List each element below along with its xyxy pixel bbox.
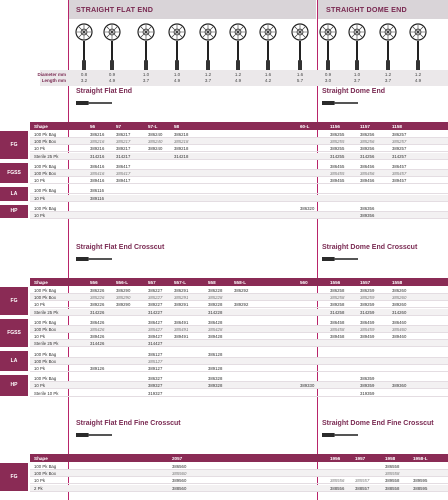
flat-diameter-value: 1.6 bbox=[296, 72, 304, 77]
part-number: 314258 bbox=[330, 309, 345, 315]
package-label: 100 Pk Bag bbox=[34, 376, 57, 382]
package-label: Sterile 25 Pk bbox=[34, 153, 59, 159]
table-row bbox=[30, 301, 448, 308]
part-number: 386560 bbox=[172, 464, 187, 469]
package-label: Sterile 10 Pk bbox=[34, 390, 59, 396]
part-number: 385228 bbox=[208, 295, 223, 301]
part-number: 385217 bbox=[116, 139, 131, 145]
group-label: LA bbox=[0, 187, 28, 200]
table-row bbox=[30, 470, 448, 477]
flat-bur-icon-4 bbox=[166, 20, 188, 76]
package-label: 2 Pk bbox=[34, 485, 43, 491]
part-number: 386228 bbox=[208, 288, 223, 293]
part-number: 389427 bbox=[148, 334, 163, 340]
package-label: Sterile 25 Pk bbox=[34, 309, 59, 315]
table-row bbox=[30, 187, 448, 194]
part-number: 389426 bbox=[90, 334, 105, 340]
part-number: 386359 bbox=[360, 376, 375, 382]
part-number: 386256 bbox=[360, 132, 375, 137]
table-row bbox=[30, 351, 448, 358]
part-number: 386218 bbox=[174, 132, 189, 137]
dome-end-title: STRAIGHT DOME END bbox=[326, 5, 407, 14]
package-label: 10 Pk bbox=[34, 213, 45, 218]
part-number: 385127 bbox=[148, 358, 163, 364]
part-number: 389226 bbox=[90, 302, 105, 308]
part-number: 386116 bbox=[90, 188, 105, 194]
flat-section-title: Straight Flat End Fine Crosscut bbox=[76, 420, 181, 427]
part-number: 386459 bbox=[360, 319, 375, 325]
part-number: 386427 bbox=[148, 319, 163, 325]
table-row bbox=[30, 333, 448, 340]
part-number: 386292 bbox=[234, 288, 249, 293]
part-number: 385226 bbox=[90, 295, 105, 301]
part-number: 389330 bbox=[300, 383, 315, 389]
part-number: 386416 bbox=[90, 163, 105, 169]
bur-side-view-icon bbox=[76, 430, 112, 440]
package-label: 100 Pk Box bbox=[34, 358, 56, 364]
table-row bbox=[30, 463, 448, 470]
shape-number-header: 558 bbox=[208, 279, 216, 285]
part-number: 389257 bbox=[392, 146, 407, 152]
part-number: 388557 bbox=[355, 485, 370, 491]
part-number: 386455 bbox=[330, 163, 345, 169]
shape-header: Shape bbox=[34, 455, 48, 461]
part-number: 386226 bbox=[90, 288, 105, 293]
table-row bbox=[30, 131, 448, 138]
part-number: 385556 bbox=[330, 478, 345, 484]
dome-length-value: 3.0 bbox=[324, 78, 332, 83]
table-row bbox=[30, 170, 448, 177]
bur-side-view-icon bbox=[76, 98, 112, 108]
table-row bbox=[30, 477, 448, 484]
table-row bbox=[30, 319, 448, 326]
part-number: 386128 bbox=[208, 351, 223, 357]
part-number: 389595 bbox=[413, 478, 428, 484]
part-number: 385455 bbox=[330, 171, 345, 176]
shape-number-header: 57-L bbox=[148, 123, 158, 129]
shape-number-header: 556-L bbox=[116, 279, 129, 285]
package-label: 10 Pk bbox=[34, 334, 45, 340]
package-label: 100 Pk Bag bbox=[34, 205, 57, 211]
shape-number-header: 556 bbox=[90, 279, 98, 285]
shape-number-header: 560 bbox=[300, 279, 308, 285]
part-number: 389260 bbox=[392, 302, 407, 308]
group-label: HP bbox=[0, 375, 28, 396]
part-number: 314259 bbox=[360, 309, 375, 315]
flat-length-value: 4.9 bbox=[108, 78, 116, 83]
table-row bbox=[30, 390, 448, 397]
table-row bbox=[30, 195, 448, 202]
part-number: 389356 bbox=[360, 213, 375, 218]
part-number: 389259 bbox=[360, 302, 375, 308]
flat-bur-icon-5 bbox=[197, 20, 219, 76]
part-number: 385259 bbox=[360, 295, 375, 301]
part-number: 389359 bbox=[360, 383, 375, 389]
flat-section-title: Straight Flat End Crosscut bbox=[76, 244, 165, 251]
part-number: 386328 bbox=[208, 376, 223, 382]
dome-end-header bbox=[318, 0, 448, 19]
package-label: 10 Pk bbox=[34, 146, 45, 152]
part-number: 389428 bbox=[208, 334, 223, 340]
package-label: 10 Pk bbox=[34, 478, 45, 484]
flat-bur-icon-7 bbox=[257, 20, 279, 76]
group-label: FG bbox=[0, 463, 28, 491]
part-number: 385458 bbox=[330, 327, 345, 332]
table-row bbox=[30, 205, 448, 212]
part-number: 386558 bbox=[385, 464, 400, 469]
package-label: Sterile 25 Pk bbox=[34, 341, 59, 347]
part-number: 314256 bbox=[360, 153, 375, 159]
diameter-label: Diameter mm bbox=[37, 72, 66, 77]
flat-length-value: 3.7 bbox=[142, 78, 150, 83]
dome-bur-icon-2 bbox=[346, 20, 368, 76]
part-number: 386257 bbox=[392, 132, 407, 137]
shape-number-header: 1158 bbox=[392, 123, 402, 129]
package-label: 100 Pk Bag bbox=[34, 464, 57, 469]
bur-side-view-icon bbox=[322, 430, 358, 440]
part-number: 385460 bbox=[392, 327, 407, 332]
flat-end-title: STRAIGHT FLAT END bbox=[76, 5, 154, 14]
dome-length-value: 3.7 bbox=[353, 78, 361, 83]
package-label: 100 Pk Bag bbox=[34, 351, 57, 357]
part-number: 386460 bbox=[392, 319, 407, 325]
part-number: 389126 bbox=[90, 366, 105, 371]
part-number: 388558 bbox=[385, 485, 400, 491]
package-label: 100 Pk Box bbox=[34, 171, 56, 176]
part-number: 389216 bbox=[90, 146, 105, 152]
part-number: 385428 bbox=[208, 327, 223, 332]
shape-number-header: 1958 bbox=[385, 455, 396, 461]
part-number: 389227 bbox=[148, 302, 163, 308]
part-number: 386291 bbox=[174, 288, 189, 293]
part-number: 385240 bbox=[148, 139, 163, 145]
table-row bbox=[30, 340, 448, 347]
shape-number-header: 57 bbox=[116, 123, 122, 129]
part-number: 389255 bbox=[330, 146, 345, 152]
part-number: 389258 bbox=[330, 302, 345, 308]
part-number: 386456 bbox=[360, 163, 375, 169]
dome-bur-icon-3 bbox=[377, 20, 399, 76]
part-number: 386240 bbox=[148, 132, 163, 137]
shape-number-header: 1957 bbox=[355, 455, 366, 461]
table-row bbox=[30, 309, 448, 316]
table-row bbox=[30, 138, 448, 145]
shape-number-header: 1556 bbox=[330, 279, 341, 285]
table-row bbox=[30, 294, 448, 301]
part-number: 314257 bbox=[392, 153, 407, 159]
shape-number-header: 557 bbox=[148, 279, 156, 285]
shape-header: Shape bbox=[34, 123, 48, 129]
part-number: 385457 bbox=[392, 171, 407, 176]
package-label: 100 Pk Bag bbox=[34, 288, 57, 293]
part-number: 314226 bbox=[90, 309, 105, 315]
shape-number-header: 1557 bbox=[360, 279, 371, 285]
table-row bbox=[30, 163, 448, 170]
part-number: 314227 bbox=[148, 309, 163, 315]
part-number: 386428 bbox=[208, 319, 223, 325]
table-header-row bbox=[30, 278, 448, 286]
shape-number-header: 58 bbox=[174, 123, 180, 129]
part-number: 388595 bbox=[413, 485, 428, 491]
part-number: 386356 bbox=[360, 205, 375, 211]
dome-bur-icon-1 bbox=[317, 20, 339, 76]
shape-number-header: 1157 bbox=[360, 123, 370, 129]
flat-length-value: 4.9 bbox=[234, 78, 242, 83]
part-number: 385216 bbox=[90, 139, 105, 145]
shape-number-header: 56 bbox=[90, 123, 96, 129]
part-number: 389256 bbox=[360, 146, 375, 152]
part-number: 385416 bbox=[90, 171, 105, 176]
part-number: 389217 bbox=[116, 146, 131, 152]
part-number: 389127 bbox=[148, 366, 163, 371]
table-row bbox=[30, 145, 448, 152]
part-number: 314217 bbox=[116, 153, 131, 159]
dome-section-title: Straight Dome End bbox=[322, 88, 386, 95]
part-number: 389460 bbox=[392, 334, 407, 340]
part-number: 385558 bbox=[385, 471, 400, 477]
flat-bur-icon-6 bbox=[227, 20, 249, 76]
table-row bbox=[30, 287, 448, 294]
length-label: Length mm bbox=[41, 78, 66, 83]
shape-number-header: 1156 bbox=[330, 123, 340, 129]
bur-side-view-icon bbox=[76, 254, 112, 264]
part-number: 314228 bbox=[208, 309, 223, 315]
flat-bur-icon-3 bbox=[135, 20, 157, 76]
part-number: 385557 bbox=[355, 478, 370, 484]
package-label: 100 Pk Box bbox=[34, 295, 56, 301]
bur-side-view-icon bbox=[322, 254, 358, 264]
package-label: 100 Pk Box bbox=[34, 139, 56, 145]
part-number: 389290 bbox=[116, 302, 131, 308]
part-number: 389327 bbox=[148, 383, 163, 389]
part-number: 386127 bbox=[148, 351, 163, 357]
part-number: 389292 bbox=[234, 302, 249, 308]
table-row bbox=[30, 382, 448, 389]
part-number: 386491 bbox=[174, 319, 189, 325]
bur-side-view-icon bbox=[322, 98, 358, 108]
part-number: 385260 bbox=[392, 295, 407, 301]
part-number: 389128 bbox=[208, 366, 223, 371]
flat-length-value: 5.7 bbox=[296, 78, 304, 83]
part-number: 385255 bbox=[330, 139, 345, 145]
part-number: 389457 bbox=[392, 178, 407, 184]
dome-length-value: 3.7 bbox=[384, 78, 392, 83]
part-number: 389291 bbox=[174, 302, 189, 308]
group-label: FGSS bbox=[0, 319, 28, 347]
part-number: 385290 bbox=[116, 295, 131, 301]
part-number: 386216 bbox=[90, 132, 105, 137]
part-number: 389456 bbox=[360, 178, 375, 184]
flat-length-value: 3.7 bbox=[204, 78, 212, 83]
dome-diameter-value: 1.0 bbox=[353, 72, 361, 77]
dome-diameter-value: 0.9 bbox=[324, 72, 332, 77]
part-number: 386327 bbox=[148, 376, 163, 382]
dome-diameter-value: 1.2 bbox=[414, 72, 422, 77]
package-label: 10 Pk bbox=[34, 383, 45, 389]
shape-number-header: 1958-L bbox=[413, 455, 428, 461]
group-label: FGSS bbox=[0, 163, 28, 184]
part-number: 385426 bbox=[90, 327, 105, 332]
package-label: 100 Pk Bag bbox=[34, 163, 57, 169]
package-label: 10 Pk bbox=[34, 366, 45, 371]
flat-diameter-value: 1.0 bbox=[173, 72, 181, 77]
part-number: 385227 bbox=[148, 295, 163, 301]
table-row bbox=[30, 358, 448, 365]
shape-number-header: 557-L bbox=[174, 279, 187, 285]
part-number: 386260 bbox=[392, 288, 407, 293]
part-number: 386227 bbox=[148, 288, 163, 293]
part-number: 386290 bbox=[116, 288, 131, 293]
part-number: 385459 bbox=[360, 327, 375, 332]
part-number: 389360 bbox=[392, 383, 407, 389]
part-number: 386217 bbox=[116, 132, 131, 137]
part-number: 385417 bbox=[116, 171, 131, 176]
dome-diameter-value: 1.2 bbox=[384, 72, 392, 77]
shape-number-header: 60-L bbox=[300, 123, 310, 129]
part-number: 389458 bbox=[330, 334, 345, 340]
part-number: 314255 bbox=[330, 153, 345, 159]
bur-illustrations bbox=[0, 20, 448, 76]
group-label: LA bbox=[0, 351, 28, 372]
flat-length-value: 3.2 bbox=[80, 78, 88, 83]
part-number: 385427 bbox=[148, 327, 163, 332]
part-number: 389417 bbox=[116, 178, 131, 184]
part-number: 319359 bbox=[360, 390, 375, 396]
group-label: HP bbox=[0, 205, 28, 218]
part-number: 385456 bbox=[360, 171, 375, 176]
part-number: 385291 bbox=[174, 295, 189, 301]
part-number: 386417 bbox=[116, 163, 131, 169]
part-number: 388560 bbox=[172, 485, 187, 491]
part-number: 386426 bbox=[90, 319, 105, 325]
flat-diameter-value: 1.0 bbox=[142, 72, 150, 77]
package-label: 100 Pk Box bbox=[34, 327, 56, 332]
package-label: 100 Pk Box bbox=[34, 471, 56, 477]
group-label: FG bbox=[0, 131, 28, 159]
shape-number-header: 1956 bbox=[330, 455, 341, 461]
group-label: FG bbox=[0, 287, 28, 315]
part-number: 314216 bbox=[90, 153, 105, 159]
flat-bur-icon-2 bbox=[101, 20, 123, 76]
flat-diameter-value: 1.6 bbox=[264, 72, 272, 77]
part-number: 389228 bbox=[208, 302, 223, 308]
part-number: 386458 bbox=[330, 319, 345, 325]
part-number: 385257 bbox=[392, 139, 407, 145]
dome-section-title: Straight Dome End Crosscut bbox=[322, 244, 418, 251]
part-number: 389416 bbox=[90, 178, 105, 184]
package-label: 100 Pk Bag bbox=[34, 188, 57, 194]
shape-number-header: 2057 bbox=[172, 455, 183, 461]
part-number: 389116 bbox=[90, 195, 105, 201]
part-number: 389560 bbox=[172, 478, 187, 484]
part-number: 386259 bbox=[360, 288, 375, 293]
part-number: 314426 bbox=[90, 341, 105, 347]
part-number: 386258 bbox=[330, 288, 345, 293]
part-number: 389459 bbox=[360, 334, 375, 340]
package-label: 100 Pk Bag bbox=[34, 319, 57, 325]
part-number: 314427 bbox=[148, 341, 163, 347]
part-number: 385218 bbox=[174, 139, 189, 145]
table-header-row bbox=[30, 122, 448, 130]
part-number: 386255 bbox=[330, 132, 345, 137]
shape-number-header: 558-L bbox=[234, 279, 247, 285]
part-number: 389240 bbox=[148, 146, 163, 152]
flat-diameter-value: 0.9 bbox=[108, 72, 116, 77]
table-row bbox=[30, 365, 448, 372]
part-number: 385560 bbox=[172, 471, 187, 477]
table-header-row bbox=[30, 454, 448, 462]
part-number: 389455 bbox=[330, 178, 345, 184]
table-row bbox=[30, 177, 448, 184]
part-number: 314260 bbox=[392, 309, 407, 315]
dome-section-title: Straight Dome End Fine Crosscut bbox=[322, 420, 434, 427]
shape-header: Shape bbox=[34, 279, 48, 285]
package-label: 10 Pk bbox=[34, 195, 45, 201]
part-number: 389218 bbox=[174, 146, 189, 152]
package-label: 100 Pk Bag bbox=[34, 132, 57, 137]
flat-diameter-value: 0.8 bbox=[80, 72, 88, 77]
part-number: 386320 bbox=[300, 205, 315, 211]
flat-length-value: 4.2 bbox=[264, 78, 272, 83]
package-label: 10 Pk bbox=[34, 302, 45, 308]
flat-diameter-value: 1.2 bbox=[234, 72, 242, 77]
package-label: 10 Pk bbox=[34, 178, 45, 184]
part-number: 314218 bbox=[174, 153, 189, 159]
table-row bbox=[30, 326, 448, 333]
table-row bbox=[30, 212, 448, 219]
part-number: 385258 bbox=[330, 295, 345, 301]
part-number: 389558 bbox=[385, 478, 400, 484]
flat-end-header bbox=[68, 0, 316, 19]
flat-diameter-value: 1.2 bbox=[204, 72, 212, 77]
part-number: 386457 bbox=[392, 163, 407, 169]
table-row bbox=[30, 153, 448, 160]
flat-bur-icon-8 bbox=[289, 20, 311, 76]
part-number: 319327 bbox=[148, 390, 163, 396]
flat-length-value: 4.9 bbox=[173, 78, 181, 83]
flat-section-title: Straight Flat End bbox=[76, 88, 132, 95]
table-row bbox=[30, 485, 448, 492]
table-row bbox=[30, 375, 448, 382]
dome-bur-icon-4 bbox=[407, 20, 429, 76]
part-number: 388556 bbox=[330, 485, 345, 491]
flat-bur-icon-1 bbox=[73, 20, 95, 76]
shape-number-header: 1558 bbox=[392, 279, 403, 285]
part-number: 389491 bbox=[174, 334, 189, 340]
dome-length-value: 4.9 bbox=[414, 78, 422, 83]
part-number: 385491 bbox=[174, 327, 189, 332]
part-number: 385256 bbox=[360, 139, 375, 145]
part-number: 389328 bbox=[208, 383, 223, 389]
